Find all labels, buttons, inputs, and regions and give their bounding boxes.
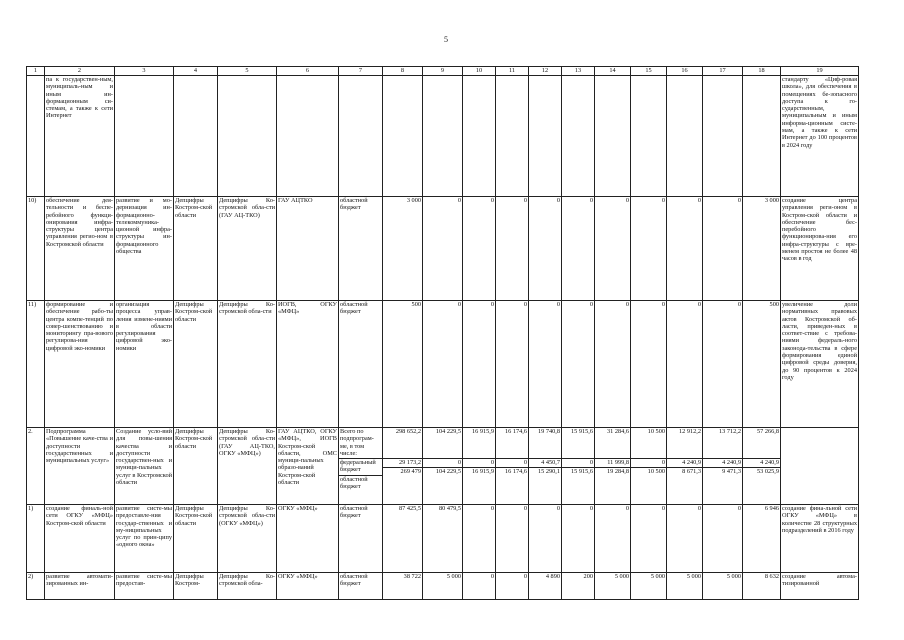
column-number: 14 [595, 67, 631, 76]
amount-value: 0 [423, 458, 462, 466]
funding-source: федеральный бюджет [339, 458, 382, 474]
amount-value: 53 025,9 [743, 467, 780, 475]
task-cell: развитие и мо-дернизация ин-формационно-телекоммуника-ционной инфра-структуры ин-формационного общества [115, 197, 174, 301]
amount-cell [667, 428, 703, 505]
funding-source-cell: областной бюджет [339, 573, 383, 600]
row-number-cell: 10) [27, 197, 45, 301]
amount-cell: 200 [562, 573, 595, 600]
expected-result-cell: создание центра управления реги-оном в Костром-ской области и обеспечение бес-перебойного функционирова-ния его инфра-структуры с вре-менем простоя не более 48 часов в год [781, 197, 859, 301]
column-number: 17 [703, 67, 743, 76]
amount-cell [496, 428, 529, 505]
amount-cell: 0 [496, 301, 529, 428]
page-number: 5 [444, 35, 448, 44]
amount-cell: 87 425,5 [383, 505, 423, 573]
executor-cell: Депцифры Ко-стромской обла-сти (ГАУ АЦ-ТКО) [218, 197, 277, 301]
amount-cell [631, 428, 667, 505]
amount-cell: 3 000 [383, 197, 423, 301]
column-number: 19 [781, 67, 859, 76]
table-row [27, 197, 859, 301]
participant-cell: ГАУ АЦТКО, ОГКУ «МФЦ», ИОГВ Костром-ской области, ОМС муници-пальных образо-ваний Костром-ской области [277, 428, 339, 505]
expected-result-cell: увеличение доли нормативных правовых актов Костромской об-ласти, приведен-ных в соответ-ствие с требова-ниями федераль-ного законода-тельства в сфере формирования единой цифровой среды доверия, до 90 процентов к 2024 году [781, 301, 859, 428]
task-cell: развитие систе-мы предостав- [115, 573, 174, 600]
column-number: 2 [45, 67, 115, 76]
amount-cell [562, 76, 595, 197]
participant-cell: ГАУ АЦТКО [277, 197, 339, 301]
amount-cell: 4 890 [529, 573, 562, 600]
executor-cell: Депцифры Ко-стромской обла-сти (ГАУ АЦ-ТКО, ОГКУ «МФЦ») [218, 428, 277, 505]
amount-cell [529, 428, 562, 505]
amount-cell: 0 [529, 505, 562, 573]
task-cell: развитие систе-мы предоставле-ния государ-ственных и му-ниципальных услуг по прин-ципу «одного окна» [115, 505, 174, 573]
column-number: 18 [743, 67, 781, 76]
table-row [27, 428, 859, 505]
amount-cell: 0 [667, 301, 703, 428]
amount-cell: 5 000 [595, 573, 631, 600]
table-row [27, 76, 859, 197]
column-number: 1 [27, 67, 45, 76]
event-name-cell: Подпрограмма «Повышение каче-ства и доступности государственных и муниципальных услуг» [45, 428, 115, 505]
amount-value: 12 912,2 [678, 428, 701, 435]
table-row [27, 573, 859, 600]
row-number-cell: 1) [27, 505, 45, 573]
amount-value: 15 915,6 [562, 467, 594, 475]
amount-value: 104 229,5 [435, 428, 461, 435]
amount-cell: 5 000 [667, 573, 703, 600]
amount-cell: 0 [562, 505, 595, 573]
amount-value: 15 290,1 [529, 467, 561, 475]
expected-result-cell [781, 428, 859, 505]
event-name-cell: создание финаль-ной сети ОГКУ «МФЦ» Костром-ской области [45, 505, 115, 573]
amount-cell: 0 [562, 301, 595, 428]
amount-value: 10 500 [647, 428, 665, 435]
amount-cell: 5 000 [703, 573, 743, 600]
amount-value: 4 240,9 [743, 458, 780, 466]
amount-cell: 0 [463, 573, 496, 600]
event-name-cell: па к государствен-ным, муниципаль-ным и иным ин-формационным си-стемам, а также к сети Интернет [45, 76, 115, 197]
amount-cell [743, 428, 781, 505]
amount-cell [743, 76, 781, 197]
amount-value: 10 500 [631, 467, 666, 475]
task-cell: Создание усло-вий для повы-шения качества и доступности государствен-ных и муници-пальных услуг в Костромской области [115, 428, 174, 505]
amount-cell: 0 [631, 197, 667, 301]
executor-cell [218, 76, 277, 197]
column-number: 10 [463, 67, 496, 76]
participant-cell: ОГКУ «МФЦ» [277, 573, 339, 600]
column-number-row [27, 67, 859, 76]
amount-cell: 0 [595, 505, 631, 573]
executor-cell: Депцифры Ко-стромской обла-сти (ОГКУ «МФЦ») [218, 505, 277, 573]
amount-cell [595, 428, 631, 505]
amount-value: 0 [496, 458, 528, 466]
amount-cell: 0 [463, 505, 496, 573]
amount-cell: 0 [529, 301, 562, 428]
amount-cell: 0 [703, 197, 743, 301]
task-cell [115, 76, 174, 197]
task-cell: организация процесса управ-ления измене-ниями в области регулирования цифровой эко-номики [115, 301, 174, 428]
amount-cell [463, 76, 496, 197]
funding-source: Всего по подпрограм-ме, в том числе: [340, 428, 374, 457]
amount-cell: 6 946 [743, 505, 781, 573]
amount-cell: 0 [529, 197, 562, 301]
amount-cell: 80 479,5 [423, 505, 463, 573]
amount-cell: 500 [383, 301, 423, 428]
responsible-cell: Депцифры Костром-ской области [174, 428, 218, 505]
amount-cell: 0 [463, 197, 496, 301]
amount-cell: 0 [562, 197, 595, 301]
amount-value: 9 471,3 [703, 467, 742, 475]
column-number: 13 [562, 67, 595, 76]
amount-cell: 0 [463, 301, 496, 428]
column-number: 3 [115, 67, 174, 76]
amount-value: 11 999,8 [595, 458, 630, 466]
amount-value: 19 740,8 [537, 428, 560, 435]
amount-cell: 0 [667, 197, 703, 301]
amount-value: 16 915,9 [471, 428, 494, 435]
amount-value: 0 [562, 458, 594, 466]
amount-cell [496, 76, 529, 197]
responsible-cell [174, 76, 218, 197]
amount-cell: 0 [423, 197, 463, 301]
amount-cell: 0 [595, 301, 631, 428]
column-number: 16 [667, 67, 703, 76]
amount-cell: 5 000 [631, 573, 667, 600]
amount-cell [529, 76, 562, 197]
amount-value: 8 671,3 [667, 467, 702, 475]
event-name-cell: формирование и обеспечение рабо-ты центра компе-тенций по совер-шенствованию и мониторингу пра-вового регулирова-ния цифровой эко-номики [45, 301, 115, 428]
amount-value: 13 712,2 [718, 428, 741, 435]
row-number-cell [27, 76, 45, 197]
amount-cell [383, 76, 423, 197]
amount-cell [595, 76, 631, 197]
amount-cell [562, 428, 595, 505]
column-number: 4 [174, 67, 218, 76]
amount-cell [383, 428, 423, 505]
column-number: 12 [529, 67, 562, 76]
responsible-cell: Депцифры Костром- [174, 573, 218, 600]
amount-cell: 0 [703, 505, 743, 573]
column-number: 8 [383, 67, 423, 76]
amount-cell: 8 632 [743, 573, 781, 600]
amount-cell: 0 [595, 197, 631, 301]
column-number: 15 [631, 67, 667, 76]
responsible-cell: Депцифры Костром-ской области [174, 505, 218, 573]
amount-cell: 3 000 [743, 197, 781, 301]
amount-cell: 0 [496, 505, 529, 573]
amount-value: 16 915,9 [463, 467, 495, 475]
amount-cell: 0 [631, 505, 667, 573]
amount-value: 104 229,5 [423, 467, 462, 475]
executor-cell: Депцифры Ко-стромской обла- [218, 573, 277, 600]
amount-cell: 0 [423, 301, 463, 428]
column-number: 7 [339, 67, 383, 76]
amount-cell: 0 [667, 505, 703, 573]
event-name-cell: обеспечение дея-тельности и беспе-ребойного функци-онирования инфра-структуры центра управления регио-ном в Костромской области [45, 197, 115, 301]
participant-cell: ИОГВ, ОГКУ «МФЦ» [277, 301, 339, 428]
amount-value: 0 [631, 458, 666, 466]
row-number-cell: 2) [27, 573, 45, 600]
amount-cell [631, 76, 667, 197]
column-number: 6 [277, 67, 339, 76]
table-row [27, 301, 859, 428]
amount-cell [423, 76, 463, 197]
amount-value: 29 173,2 [383, 458, 422, 466]
expected-result-cell: стандарту «Циф-ровая школа», для обеспечения в помещениях бе-зопасного доступа к го-сударственным, муниципальным и иным информа-ционным систе-мам, а также к сети Интернет до 100 процентов в 2024 году [781, 76, 859, 197]
funding-source-cell: областной бюджет [339, 505, 383, 573]
expected-result-cell: создание автома-тизированной [781, 573, 859, 600]
amount-cell: 5 000 [423, 573, 463, 600]
amount-cell [703, 76, 743, 197]
amount-value: 19 284,8 [595, 467, 630, 475]
column-number: 5 [218, 67, 277, 76]
row-number-cell: 11) [27, 301, 45, 428]
amount-value: 31 284,6 [606, 428, 629, 435]
funding-source-cell: областной бюджет [339, 301, 383, 428]
amount-cell: 0 [496, 573, 529, 600]
amount-value: 15 915,6 [570, 428, 593, 435]
amount-value: 269 479 [383, 467, 422, 475]
executor-cell: Депцифры Ко-стромской обла-сти [218, 301, 277, 428]
amount-cell: 0 [631, 301, 667, 428]
program-table [26, 66, 859, 600]
responsible-cell: Депцифры Костром-ской области [174, 301, 218, 428]
amount-cell: 38 722 [383, 573, 423, 600]
column-number: 9 [423, 67, 463, 76]
amount-value: 4 240,9 [703, 458, 742, 466]
amount-value: 57 266,8 [756, 428, 779, 435]
table-row [27, 505, 859, 573]
amount-value: 16 174,6 [496, 467, 528, 475]
amount-value: 4 240,9 [667, 458, 702, 466]
funding-source-cell [339, 76, 383, 197]
amount-value: 298 652,2 [395, 428, 421, 435]
row-number-cell: 2. [27, 428, 45, 505]
funding-source: областной бюджет [339, 475, 382, 491]
amount-cell: 0 [496, 197, 529, 301]
amount-value: 16 174,6 [504, 428, 527, 435]
amount-cell [703, 428, 743, 505]
expected-result-cell: создание фина-льной сети ОГКУ «МФЦ» в количестве 28 структурных подразделений в 2016 году [781, 505, 859, 573]
funding-source-cell: областной бюджет [339, 197, 383, 301]
amount-cell [423, 428, 463, 505]
responsible-cell: Депцифры Костром-ской области [174, 197, 218, 301]
column-number: 11 [496, 67, 529, 76]
amount-cell: 0 [703, 301, 743, 428]
event-name-cell: развитие автомати-зированных ин- [45, 573, 115, 600]
funding-source-cell [339, 428, 383, 505]
amount-value: 4 450,7 [529, 458, 561, 466]
participant-cell: ОГКУ «МФЦ» [277, 505, 339, 573]
amount-cell [463, 428, 496, 505]
participant-cell [277, 76, 339, 197]
amount-cell: 500 [743, 301, 781, 428]
amount-cell [667, 76, 703, 197]
amount-value: 0 [463, 458, 495, 466]
